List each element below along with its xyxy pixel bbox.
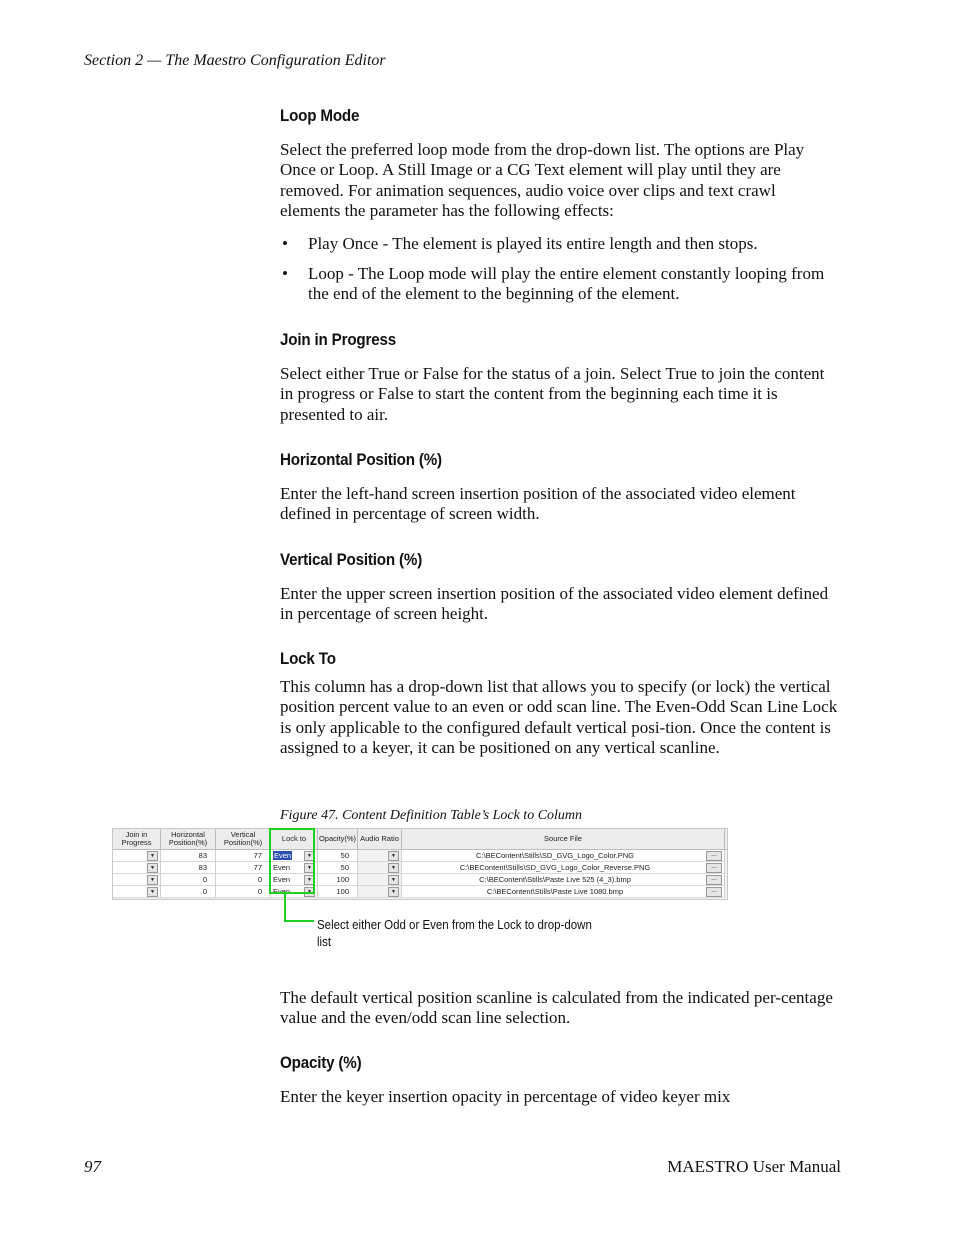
chevron-down-icon[interactable]: ▼ — [304, 875, 315, 885]
join-cell[interactable] — [113, 874, 161, 886]
opacity-cell[interactable]: 100 — [318, 886, 358, 898]
after-figure-body: The default vertical position scanline is calculated from the indicated per-centage value and the even/odd scan line selection. — [280, 988, 833, 1028]
vertical-body: Enter the upper screen insertion position of the associated video element defined in percentage of screen height. — [280, 584, 829, 624]
chevron-down-icon[interactable]: ▼ — [304, 863, 315, 873]
chevron-down-icon[interactable]: ▼ — [147, 887, 158, 897]
lock-to-section — [280, 650, 840, 759]
figure-caption: Figure 47. Content Definition Table’s Lock to Column — [280, 808, 583, 823]
header-opacity[interactable]: Opacity(%) — [318, 829, 358, 849]
source-cell[interactable] — [402, 850, 725, 862]
running-head: Section 2 — The Maestro Configuration Editor — [84, 52, 386, 69]
header-lock-to[interactable]: Lock to — [271, 829, 318, 849]
source-path: C:\BEContent\Stills\SD_GVG_Logo_Color.PNG — [476, 851, 634, 860]
loop-mode-list — [280, 234, 840, 305]
lock-value: Even — [273, 863, 291, 872]
horizontal-heading: Horizontal Position (%) — [280, 451, 442, 469]
loop-mode-section — [280, 107, 840, 305]
chevron-down-icon[interactable]: ▼ — [147, 875, 158, 885]
join-cell[interactable] — [113, 862, 161, 874]
join-body: Select either True or False for the status of a join. Select True to join the content in progress or False to start the content from the beginning each time it is presented to air. — [280, 364, 825, 424]
browse-button[interactable]: ... — [706, 851, 722, 861]
horizontal-cell[interactable]: 83 — [161, 850, 216, 862]
opacity-cell[interactable]: 50 — [318, 862, 358, 874]
opacity-cell[interactable]: 50 — [318, 850, 358, 862]
browse-button[interactable]: ... — [706, 887, 722, 897]
header-horizontal-position[interactable]: Horizontal Position(%) — [161, 829, 216, 849]
source-path: C:\BEContent\Stills\Paste Live 1080.bmp — [486, 887, 624, 896]
opacity-cell[interactable]: 100 — [318, 874, 358, 886]
vertical-cell[interactable]: 0 — [216, 886, 271, 898]
chevron-down-icon[interactable]: ▼ — [304, 887, 315, 897]
chevron-down-icon[interactable]: ▼ — [388, 875, 399, 885]
chevron-down-icon[interactable]: ▼ — [388, 863, 399, 873]
horizontal-cell[interactable]: 0 — [161, 886, 216, 898]
audio-cell[interactable] — [358, 874, 402, 886]
join-cell[interactable] — [113, 850, 161, 862]
audio-cell[interactable] — [358, 886, 402, 898]
vertical-cell[interactable]: 77 — [216, 862, 271, 874]
loop-mode-heading: Loop Mode — [280, 107, 360, 125]
vertical-cell[interactable]: 0 — [216, 874, 271, 886]
vertical-section — [280, 551, 840, 625]
source-cell[interactable] — [402, 862, 725, 874]
source-cell[interactable] — [402, 874, 725, 886]
page-number: 97 — [84, 1157, 101, 1176]
lock-value: Even — [273, 875, 291, 884]
list-item: • Play Once - The element is played its entire length and then stops. — [280, 234, 840, 254]
horizontal-cell[interactable]: 83 — [161, 862, 216, 874]
table-row — [113, 874, 727, 886]
content-definition-table — [112, 828, 728, 900]
horizontal-body: Enter the left-hand screen insertion position of the associated video element defined in percentage of screen width. — [280, 484, 796, 524]
chevron-down-icon[interactable]: ▼ — [388, 851, 399, 861]
table-row — [113, 850, 727, 862]
chevron-down-icon[interactable]: ▼ — [304, 851, 315, 861]
source-cell[interactable] — [402, 886, 725, 898]
table-header-row — [113, 829, 727, 850]
manual-title: MAESTRO User Manual — [667, 1157, 841, 1176]
table-row — [113, 862, 727, 874]
header-join-in-progress[interactable]: Join in Progress — [113, 829, 161, 849]
source-path: C:\BEContent\Stills\SD_GVG_Logo_Color_Reverse.PNG — [459, 863, 651, 872]
audio-cell[interactable] — [358, 850, 402, 862]
join-heading: Join in Progress — [280, 331, 397, 349]
chevron-down-icon[interactable]: ▼ — [147, 863, 158, 873]
opacity-section — [280, 1054, 840, 1107]
list-item: • Loop - The Loop mode will play the entire element constantly looping from the end of the element to the beginning of the element. — [280, 264, 840, 305]
header-source-file[interactable]: Source File — [402, 829, 725, 849]
vertical-heading: Vertical Position (%) — [280, 551, 423, 569]
lock-value: Even — [274, 851, 292, 860]
header-vertical-position[interactable]: Vertical Position(%) — [216, 829, 271, 849]
opacity-heading: Opacity (%) — [280, 1054, 362, 1072]
horizontal-section — [280, 451, 840, 525]
table-row — [113, 886, 727, 898]
callout-leader-line — [284, 894, 314, 922]
source-path: C:\BEContent\Stills\Paste Live 525 (4_3).bmp — [479, 875, 631, 884]
vertical-cell[interactable]: 77 — [216, 850, 271, 862]
figure-callout: Select either Odd or Even from the Lock to drop-down list — [317, 918, 592, 949]
chevron-down-icon[interactable]: ▼ — [147, 851, 158, 861]
loop-mode-body: Select the preferred loop mode from the drop-down list. The options are Play Once or Loop. A Still Image or a CG Text element will play until they are removed. For animation sequences, audio voice over clips and text crawl elements the parameter has the following effects: — [280, 140, 805, 221]
join-cell[interactable] — [113, 886, 161, 898]
lock-value: Even — [273, 887, 291, 896]
join-section — [280, 331, 840, 425]
browse-button[interactable]: ... — [706, 875, 722, 885]
after-figure-section — [280, 988, 840, 1029]
browse-button[interactable]: ... — [706, 863, 722, 873]
chevron-down-icon[interactable]: ▼ — [388, 887, 399, 897]
lock-to-body: This column has a drop-down list that allows you to specify (or lock) the vertical position percent value to an even or odd scan line. The Even-Odd Scan Line Lock is only applicable to the configured default vertical posi-tion. Once the content is assigned to a keyer, it can be positioned on any vertical scanline. — [280, 677, 838, 758]
audio-cell[interactable] — [358, 862, 402, 874]
lock-to-highlight-box — [269, 828, 315, 894]
horizontal-cell[interactable]: 0 — [161, 874, 216, 886]
lock-to-heading: Lock To — [280, 650, 336, 668]
header-audio-ratio[interactable]: Audio Ratio — [358, 829, 402, 849]
opacity-body: Enter the keyer insertion opacity in percentage of video keyer mix — [280, 1087, 731, 1106]
